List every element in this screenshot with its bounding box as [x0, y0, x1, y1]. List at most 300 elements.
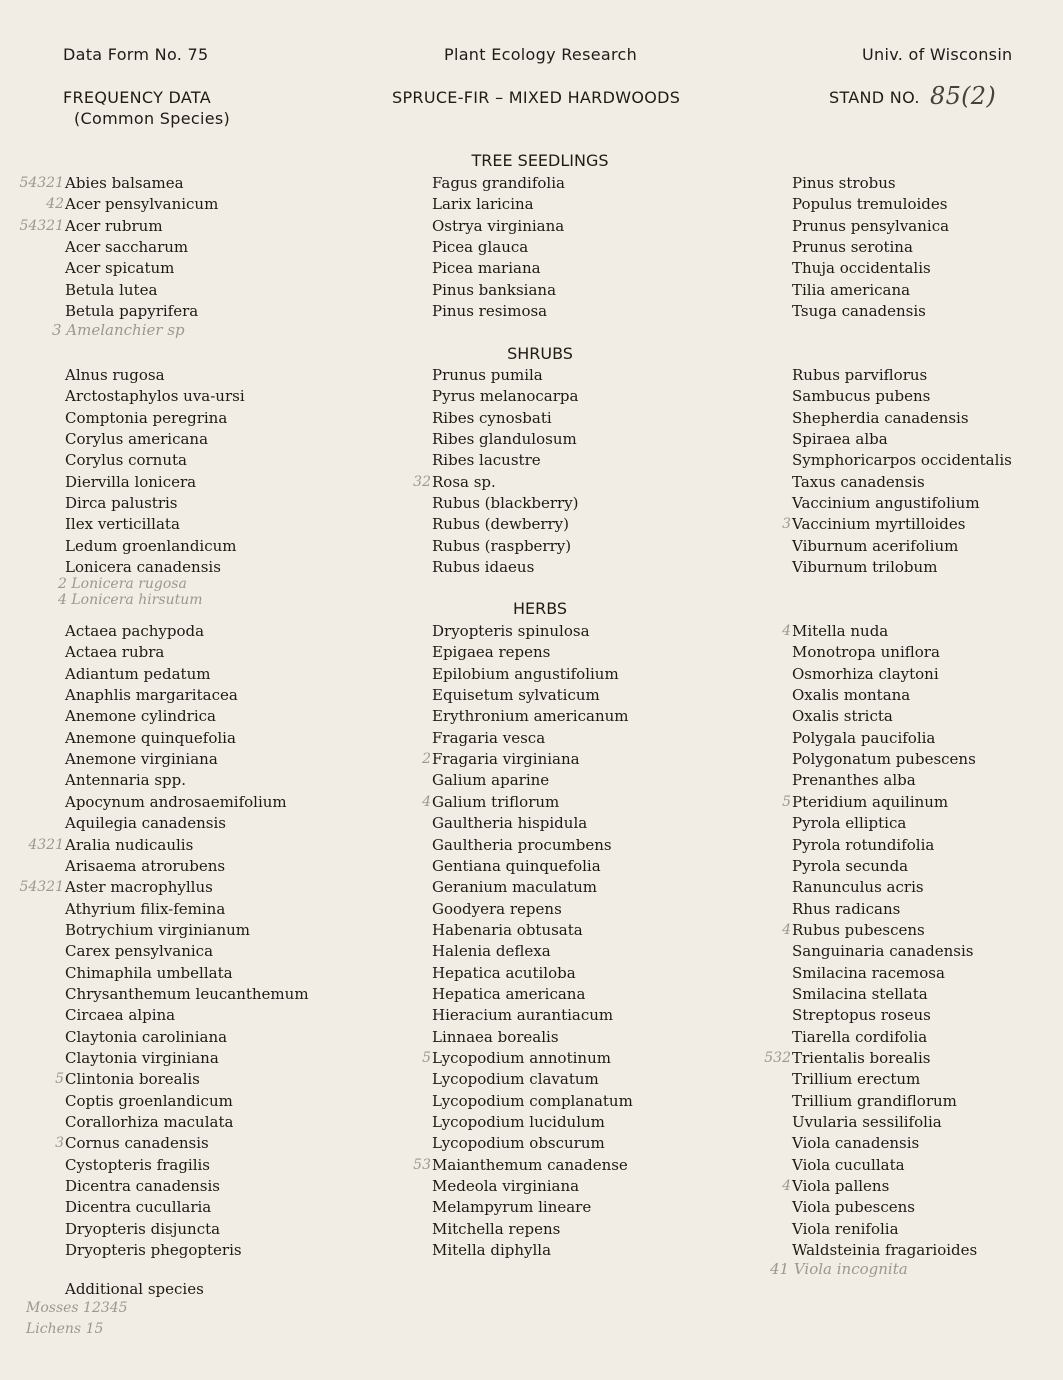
species-name: Circaea alpina	[65, 1006, 176, 1025]
species-name: Prunus serotina	[792, 238, 913, 257]
herb-species-item	[792, 1240, 977, 1260]
shrub-species-item	[792, 557, 937, 577]
species-name: Taxus canadensis	[792, 472, 925, 491]
species-name: Rosa sp.	[432, 472, 496, 491]
species-name: Viola canadensis	[792, 1134, 920, 1153]
species-name: Melampyrum lineare	[432, 1198, 592, 1217]
species-name: Diervilla lonicera	[65, 472, 197, 491]
species-name: Vaccinium angustifolium	[792, 494, 980, 513]
frequency-tally-mark: 4	[422, 793, 431, 810]
species-name: Dryopteris phegopteris	[65, 1241, 242, 1260]
species-name: Prenanthes alba	[792, 771, 916, 790]
herb-species-item	[432, 984, 585, 1004]
herb-species-item	[65, 899, 225, 919]
herb-species-item	[65, 770, 186, 790]
species-name: Gaultheria procumbens	[432, 835, 612, 854]
herb-species-item	[65, 1005, 175, 1025]
shrub-species-item	[432, 557, 534, 577]
species-name: Symphoricarpos occidentalis	[792, 451, 1012, 470]
herb-species-item	[432, 1112, 605, 1132]
species-name: Coptis groenlandicum	[65, 1091, 233, 1110]
species-name: Hieracium aurantiacum	[432, 1006, 614, 1025]
species-name: Dryopteris spinulosa	[432, 622, 590, 640]
frequency-tally-mark: 53	[413, 1156, 431, 1173]
tree-species-item	[432, 194, 534, 214]
organization: Plant Ecology Research	[444, 45, 638, 64]
herb-species-item	[65, 856, 225, 876]
herb-species-item	[432, 1091, 633, 1111]
shrub-species-item	[65, 557, 221, 577]
species-name: Osmorhiza claytoni	[792, 664, 939, 683]
herb-species-item	[19, 877, 213, 897]
species-name: Lycopodium lucidulum	[432, 1113, 605, 1132]
herb-species-item	[432, 899, 562, 919]
herb-species-item	[432, 1133, 605, 1153]
species-name: Viburnum trilobum	[792, 558, 938, 577]
form-number: Data Form No. 75	[63, 45, 209, 64]
herb-species-item	[65, 1197, 211, 1217]
species-name: Fagus grandifolia	[432, 174, 565, 192]
herb-species-item	[432, 1005, 613, 1025]
species-name: Streptopus roseus	[792, 1006, 931, 1025]
species-name: Galium triflorum	[432, 792, 560, 811]
tree-species-item	[792, 258, 931, 278]
stand-number-label: STAND NO.	[829, 88, 920, 107]
species-name: Picea mariana	[432, 259, 541, 278]
species-name: Rubus (dewberry)	[432, 515, 569, 534]
species-name: Trillium erectum	[792, 1070, 921, 1089]
shrub-species-item	[65, 408, 227, 428]
species-name: Abies balsamea	[65, 174, 184, 192]
shrub-species-item	[432, 408, 552, 428]
species-name: Mitella diphylla	[432, 1241, 552, 1260]
species-name: Rhus radicans	[792, 899, 901, 918]
species-name: Alnus rugosa	[65, 366, 165, 384]
shrub-species-item	[65, 536, 237, 556]
species-name: Gentiana quinquefolia	[432, 856, 601, 875]
herb-species-item	[65, 749, 218, 769]
herb-species-item	[432, 813, 587, 833]
tree-species-item	[432, 216, 564, 236]
herb-species-item	[792, 1027, 927, 1047]
herb-species-item	[792, 685, 910, 705]
frequency-tally-mark: 532	[764, 1050, 791, 1066]
herb-species-item	[792, 706, 893, 726]
herb-species-item	[432, 770, 549, 790]
herb-species-item	[432, 621, 590, 641]
species-name: Lycopodium complanatum	[432, 1091, 633, 1110]
species-name: Vaccinium myrtilloides	[792, 515, 966, 534]
herb-species-item	[65, 728, 236, 748]
shrub-species-item	[65, 472, 196, 492]
herb-species-item	[65, 1091, 233, 1111]
shrub-species-item	[432, 365, 543, 385]
species-name: Dirca palustris	[65, 494, 178, 513]
herb-species-item	[65, 621, 204, 641]
herb-species-item	[432, 706, 629, 726]
tree-species-item	[46, 194, 219, 214]
herb-species-item	[432, 877, 597, 897]
herb-species-item	[432, 728, 545, 748]
species-name: Lycopodium obscurum	[432, 1134, 605, 1153]
herb-species-item	[422, 749, 580, 769]
species-name: Ledum groenlandicum	[65, 536, 237, 555]
species-name: Gaultheria hispidula	[432, 814, 588, 833]
species-name: Aquilegia canadensis	[65, 814, 226, 833]
species-name: Anemone virginiana	[65, 750, 218, 769]
species-name: Mitella nuda	[792, 622, 889, 640]
species-name: Chrysanthemum leucanthemum	[65, 984, 309, 1003]
species-name: Ranunculus acris	[792, 878, 924, 897]
species-name: Pyrola elliptica	[792, 814, 907, 833]
herb-species-item	[65, 685, 238, 705]
frequency-tally-mark: 5	[422, 1050, 431, 1066]
species-name: Epigaea repens	[432, 643, 551, 662]
herb-species-item	[432, 963, 576, 983]
herb-species-item	[432, 1069, 599, 1089]
shrub-species-item	[782, 514, 966, 534]
herb-species-item	[432, 1027, 559, 1047]
shrub-species-item	[792, 536, 958, 556]
species-name: Habenaria obtusata	[432, 920, 583, 939]
herb-species-item	[782, 920, 925, 940]
tree-species-item	[792, 173, 896, 193]
species-name: Uvularia sessilifolia	[792, 1113, 942, 1132]
shrub-species-item	[432, 450, 541, 470]
shrub-species-item	[65, 429, 208, 449]
species-name: Tilia americana	[792, 280, 911, 299]
herb-species-item	[55, 1133, 209, 1153]
tree-species-item	[792, 216, 949, 236]
frequency-tally-mark: 5	[55, 1071, 64, 1088]
species-name: Mitchella repens	[432, 1219, 561, 1238]
herb-species-item	[432, 835, 612, 855]
species-name: Pinus strobus	[792, 174, 896, 192]
shrub-species-item	[432, 536, 571, 556]
species-name: Oxalis stricta	[792, 707, 893, 726]
shrub-species-item	[792, 493, 980, 513]
species-name: Claytonia virginiana	[65, 1049, 219, 1067]
frequency-tally-mark: 4	[782, 623, 791, 639]
herb-species-item	[432, 941, 551, 961]
species-name: Adiantum pedatum	[65, 664, 211, 683]
species-name: Arisaema atrorubens	[65, 856, 226, 875]
frequency-data-title: FREQUENCY DATA	[63, 88, 211, 107]
species-name: Corylus cornuta	[65, 451, 187, 470]
species-name: Actaea rubra	[65, 643, 165, 662]
herb-species-item	[764, 1048, 931, 1068]
herb-species-item	[782, 621, 889, 641]
herb-species-item	[65, 1048, 219, 1068]
species-name: Pyrus melanocarpa	[432, 387, 579, 406]
herb-species-item	[422, 792, 560, 812]
handwritten-mosses-note: Mosses 12345	[26, 1300, 128, 1316]
herb-species-item	[432, 1176, 579, 1196]
shrub-species-item	[65, 514, 180, 534]
species-name: Maianthemum canadense	[432, 1155, 628, 1174]
shrub-species-item	[432, 386, 578, 406]
herb-species-item	[792, 1091, 957, 1111]
shrub-species-item	[65, 365, 165, 385]
species-name: Viola renifolia	[792, 1219, 899, 1238]
species-name: Pyrola rotundifolia	[792, 835, 935, 854]
species-name: Medeola virginiana	[432, 1177, 580, 1196]
tree-species-item	[65, 280, 157, 300]
species-name: Erythronium americanum	[432, 707, 629, 726]
herb-species-item	[65, 642, 164, 662]
species-name: Goodyera repens	[432, 899, 562, 918]
herb-species-item	[792, 642, 940, 662]
species-name: Spiraea alba	[792, 430, 888, 449]
shrub-species-item	[792, 408, 969, 428]
herb-species-item	[432, 1240, 551, 1260]
herb-species-item	[792, 813, 906, 833]
herb-species-item	[792, 1197, 915, 1217]
tree-species-item	[19, 173, 184, 193]
herb-species-item	[65, 1240, 242, 1260]
herb-species-item	[792, 856, 908, 876]
stand-number-value: 85(2)	[930, 82, 997, 110]
herb-species-item	[792, 1005, 931, 1025]
species-name: Viola pubescens	[792, 1198, 915, 1217]
shrub-species-item	[65, 450, 187, 470]
species-name: Dicentra cucullaria	[65, 1198, 212, 1217]
herb-species-item	[65, 1112, 233, 1132]
species-name: Comptonia peregrina	[65, 408, 228, 427]
species-name: Cornus canadensis	[65, 1134, 209, 1153]
species-name: Fragaria virginiana	[432, 750, 580, 769]
species-name: Epilobium angustifolium	[432, 664, 619, 683]
species-name: Chimaphila umbellata	[65, 963, 233, 982]
species-name: Waldsteinia fragarioides	[792, 1241, 978, 1260]
species-name: Antennaria spp.	[65, 771, 187, 790]
species-name: Lycopodium clavatum	[432, 1070, 599, 1089]
species-name: Acer rubrum	[65, 216, 163, 235]
species-name: Larix laricina	[432, 195, 534, 214]
species-name: Arctostaphylos uva-ursi	[65, 387, 245, 406]
species-name: Acer pensylvanicum	[65, 195, 219, 214]
tree-species-item	[792, 301, 926, 321]
shrub-species-item	[792, 429, 888, 449]
tree-species-item	[792, 194, 947, 214]
shrub-species-item	[65, 386, 245, 406]
species-name: Trientalis borealis	[792, 1049, 931, 1067]
shrub-species-item	[432, 514, 569, 534]
species-name: Anemone quinquefolia	[65, 728, 236, 747]
species-name: Corylus americana	[65, 430, 209, 449]
herb-species-item	[65, 813, 226, 833]
species-name: Betula lutea	[65, 280, 158, 299]
frequency-tally-mark: 2	[422, 751, 431, 768]
species-name: Linnaea borealis	[432, 1027, 559, 1046]
herb-species-item	[432, 685, 600, 705]
species-name: Rubus (raspberry)	[432, 536, 572, 555]
herb-species-item	[792, 664, 939, 684]
community-title: SPRUCE-FIR – MIXED HARDWOODS	[392, 88, 681, 107]
species-name: Cystopteris fragilis	[65, 1155, 211, 1174]
herb-species-item	[782, 1176, 890, 1196]
herb-species-item	[792, 835, 934, 855]
section-title-tree-seedlings: TREE SEEDLINGS	[471, 151, 609, 170]
herb-species-item	[792, 963, 945, 983]
herb-species-item	[65, 941, 213, 961]
section-title-shrubs: SHRUBS	[507, 344, 573, 363]
species-name: Equisetum sylvaticum	[432, 686, 600, 705]
species-name: Aster macrophyllus	[65, 878, 213, 897]
tree-species-item	[792, 237, 913, 257]
herb-species-item	[55, 1069, 200, 1089]
species-name: Aralia nudicaulis	[65, 835, 194, 854]
species-name: Sanguinaria canadensis	[792, 942, 974, 961]
species-name: Populus tremuloides	[792, 195, 948, 214]
frequency-tally-mark: 32	[413, 473, 431, 490]
species-name: Pinus banksiana	[432, 280, 557, 299]
shrub-species-item	[792, 386, 930, 406]
tree-species-item	[432, 173, 565, 193]
shrub-species-item	[413, 472, 496, 492]
species-name: Pinus resimosa	[432, 302, 548, 321]
herb-species-item	[65, 792, 287, 812]
herb-species-item	[792, 749, 976, 769]
species-name: Ribes lacustre	[432, 451, 541, 470]
species-name: Viola pallens	[792, 1177, 890, 1196]
herb-species-item	[792, 1219, 899, 1239]
species-name: Galium aparine	[432, 771, 550, 790]
species-name: Viburnum acerifolium	[792, 536, 959, 555]
frequency-tally-mark: 5	[782, 793, 791, 810]
herb-species-item	[792, 941, 974, 961]
herb-species-item	[792, 1112, 942, 1132]
shrub-species-item	[432, 429, 577, 449]
herb-species-item	[65, 1027, 227, 1047]
tree-species-item	[65, 301, 198, 321]
species-name: Acer spicatum	[65, 259, 175, 278]
species-name: Betula papyrifera	[65, 302, 199, 321]
handwritten-amelanchier-note: 3 Amelanchier sp	[52, 321, 185, 339]
herb-species-item	[792, 899, 900, 919]
tree-species-item	[65, 237, 188, 257]
herb-species-item	[432, 856, 601, 876]
species-name: Anemone cylindrica	[65, 707, 216, 726]
species-name: Picea glauca	[432, 238, 529, 257]
frequency-tally-mark: 3	[782, 516, 791, 533]
species-name: Lonicera canadensis	[65, 558, 221, 577]
frequency-tally-mark: 54321	[19, 879, 64, 896]
species-name: Lycopodium annotinum	[432, 1049, 611, 1067]
species-name: Ribes cynosbati	[432, 408, 552, 427]
herb-species-item	[792, 728, 935, 748]
common-species-subtitle: (Common Species)	[74, 109, 231, 128]
herb-species-item	[432, 1219, 560, 1239]
herb-species-item	[65, 1176, 220, 1196]
species-name: Rubus parviflorus	[792, 366, 928, 384]
herb-species-item	[65, 664, 210, 684]
species-name: Athyrium filix-femina	[65, 899, 226, 918]
species-name: Tsuga canadensis	[792, 302, 926, 321]
herb-species-item	[65, 1219, 220, 1239]
herb-species-item	[432, 664, 619, 684]
shrub-species-item	[792, 365, 927, 385]
species-name: Polygonatum pubescens	[792, 750, 976, 769]
species-name: Shepherdia canadensis	[792, 408, 969, 427]
frequency-tally-mark: 42	[46, 196, 64, 213]
herb-species-item	[432, 1197, 591, 1217]
handwritten-lichens-note: Lichens 15	[26, 1321, 104, 1337]
species-name: Hepatica acutiloba	[432, 963, 576, 982]
species-name: Hepatica americana	[432, 984, 586, 1003]
species-name: Rubus pubescens	[792, 920, 925, 939]
species-name: Ostrya virginiana	[432, 216, 565, 235]
herb-species-item	[413, 1155, 628, 1175]
frequency-tally-mark: 54321	[19, 175, 64, 191]
tree-species-item	[65, 258, 174, 278]
shrub-species-item	[65, 493, 178, 513]
frequency-tally-mark: 4	[782, 1178, 791, 1195]
tree-species-item	[792, 280, 910, 300]
species-name: Trillium grandiflorum	[792, 1091, 957, 1110]
herb-species-item	[792, 770, 916, 790]
species-name: Halenia deflexa	[432, 942, 551, 961]
herb-species-item	[792, 1155, 905, 1175]
frequency-tally-mark: 54321	[19, 217, 64, 234]
frequency-tally-mark: 4321	[28, 836, 64, 853]
species-name: Tiarella cordifolia	[792, 1027, 928, 1046]
tree-species-item	[432, 258, 541, 278]
handwritten-lonicera-hirsutum-note: 4 Lonicera hirsutum	[58, 592, 203, 608]
tree-species-item	[432, 301, 547, 321]
species-name: Geranium maculatum	[432, 878, 597, 897]
additional-species-label: Additional species	[65, 1280, 204, 1298]
university: Univ. of Wisconsin	[862, 45, 1013, 64]
species-name: Botrychium virginianum	[65, 920, 251, 939]
tree-species-item	[432, 280, 556, 300]
species-name: Rubus idaeus	[432, 558, 535, 577]
handwritten-lonicera-rugosa-note: 2 Lonicera rugosa	[58, 576, 187, 592]
herb-species-item	[792, 1133, 919, 1153]
herb-species-item	[65, 1155, 210, 1175]
species-name: Thuja occidentalis	[792, 259, 931, 278]
herb-species-item	[65, 963, 233, 983]
herb-species-item	[432, 642, 550, 662]
herb-species-item	[432, 920, 583, 940]
species-name: Monotropa uniflora	[792, 643, 940, 662]
species-name: Corallorhiza maculata	[65, 1113, 234, 1132]
herb-species-item	[65, 706, 216, 726]
species-name: Ilex verticillata	[65, 515, 180, 534]
herb-species-item	[782, 792, 949, 812]
species-name: Smilacina stellata	[792, 984, 928, 1003]
species-name: Acer saccharum	[65, 238, 189, 257]
species-name: Dryopteris disjuncta	[65, 1219, 221, 1238]
tree-species-item	[432, 237, 528, 257]
herb-species-item	[65, 984, 309, 1004]
frequency-tally-mark: 3	[55, 1135, 64, 1152]
herb-species-item	[65, 920, 250, 940]
species-name: Prunus pumila	[432, 366, 543, 384]
species-name: Polygala paucifolia	[792, 728, 936, 747]
species-name: Apocynum androsaemifolium	[65, 792, 287, 811]
species-name: Viola cucullata	[792, 1155, 905, 1174]
herb-species-item	[792, 1069, 920, 1089]
herb-species-item	[792, 984, 928, 1004]
section-title-herbs: HERBS	[512, 599, 568, 618]
species-name: Prunus pensylvanica	[792, 216, 950, 235]
species-name: Smilacina racemosa	[792, 963, 945, 982]
species-name: Dicentra canadensis	[65, 1177, 220, 1196]
species-name: Actaea pachypoda	[65, 622, 205, 640]
herb-species-item	[422, 1048, 611, 1068]
species-name: Clintonia borealis	[65, 1070, 200, 1089]
